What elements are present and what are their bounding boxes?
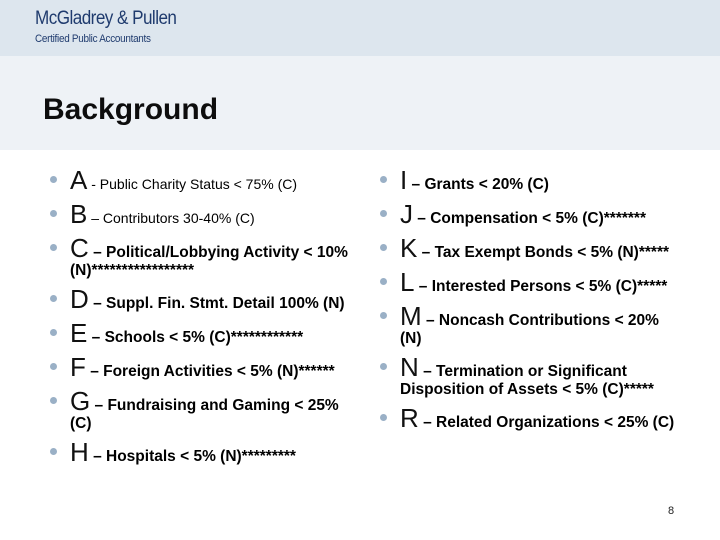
company-tagline: Certified Public Accountants bbox=[35, 33, 151, 45]
bullet-text: – Termination or Significant Disposition of Assets < 5% (C)***** bbox=[400, 363, 654, 398]
left-bullet-list bbox=[50, 166, 350, 472]
bullet-letter: G bbox=[70, 386, 91, 416]
bullet-dot-icon bbox=[50, 448, 57, 455]
header-band bbox=[0, 0, 720, 56]
bullet-text: – Contributors 30-40% (C) bbox=[87, 210, 255, 226]
bullet-dot-icon bbox=[380, 244, 387, 251]
bullet-item-c bbox=[50, 234, 350, 279]
bullet-dot-icon bbox=[380, 210, 387, 217]
bullet-item-b bbox=[50, 200, 350, 228]
bullet-dot-icon bbox=[50, 176, 57, 183]
bullet-text: – Grants < 20% (C) bbox=[407, 176, 549, 193]
bullet-text: – Suppl. Fin. Stmt. Detail 100% (N) bbox=[88, 295, 345, 312]
bullet-dot-icon bbox=[50, 295, 57, 302]
bullet-text: – Tax Exempt Bonds < 5% (N)***** bbox=[417, 244, 670, 261]
bullet-item-i bbox=[380, 166, 680, 194]
bullet-letter: C bbox=[70, 233, 89, 263]
bullet-letter: N bbox=[400, 352, 419, 382]
bullet-item-l bbox=[380, 268, 680, 296]
bullet-item-e bbox=[50, 319, 350, 347]
bullet-item-f bbox=[50, 353, 350, 381]
bullet-text: – Foreign Activities < 5% (N)****** bbox=[85, 363, 335, 380]
bullet-letter: I bbox=[400, 165, 408, 195]
bullet-dot-icon bbox=[380, 414, 387, 421]
bullet-letter: J bbox=[400, 199, 413, 229]
bullet-item-g bbox=[50, 387, 350, 432]
bullet-letter: F bbox=[70, 352, 86, 382]
bullet-dot-icon bbox=[50, 397, 57, 404]
bullet-dot-icon bbox=[50, 210, 57, 217]
bullet-text: – Hospitals < 5% (N)********* bbox=[88, 448, 296, 465]
bullet-letter: M bbox=[400, 301, 422, 331]
bullet-letter: E bbox=[70, 318, 88, 348]
bullet-item-a bbox=[50, 166, 350, 194]
bullet-item-j bbox=[380, 200, 680, 228]
bullet-item-d bbox=[50, 285, 350, 313]
bullet-text: – Schools < 5% (C)************ bbox=[87, 329, 304, 346]
bullet-item-r bbox=[380, 404, 680, 432]
right-bullet-list bbox=[380, 166, 680, 438]
company-logo: McGladrey & Pullen bbox=[35, 8, 177, 29]
bullet-text: – Related Organizations < 25% (C) bbox=[418, 414, 675, 431]
bullet-text: – Noncash Contributions < 20% (N) bbox=[400, 312, 659, 347]
bullet-letter: K bbox=[400, 233, 418, 263]
bullet-text: - Public Charity Status < 75% (C) bbox=[87, 176, 298, 192]
bullet-letter: B bbox=[70, 199, 88, 229]
bullet-item-k bbox=[380, 234, 680, 262]
page-number: 8 bbox=[668, 505, 675, 517]
bullet-letter: A bbox=[70, 165, 88, 195]
bullet-item-n bbox=[380, 353, 680, 398]
bullet-letter: H bbox=[70, 437, 89, 467]
bullet-dot-icon bbox=[50, 363, 57, 370]
bullet-text: – Fundraising and Gaming < 25% (C) bbox=[70, 397, 339, 432]
slide-title: Background bbox=[43, 93, 219, 126]
bullet-text: – Interested Persons < 5% (C)***** bbox=[414, 278, 668, 295]
bullet-dot-icon bbox=[50, 244, 57, 251]
bullet-text: – Compensation < 5% (C)******* bbox=[413, 210, 646, 227]
bullet-dot-icon bbox=[380, 363, 387, 370]
bullet-dot-icon bbox=[380, 278, 387, 285]
bullet-item-h bbox=[50, 438, 350, 466]
bullet-text: – Political/Lobbying Activity < 10% (N)***************** bbox=[70, 244, 348, 279]
bullet-dot-icon bbox=[50, 329, 57, 336]
bullet-item-m bbox=[380, 302, 680, 347]
bullet-letter: R bbox=[400, 403, 419, 433]
bullet-dot-icon bbox=[380, 312, 387, 319]
bullet-letter: D bbox=[70, 284, 89, 314]
bullet-dot-icon bbox=[380, 176, 387, 183]
bullet-letter: L bbox=[400, 267, 415, 297]
